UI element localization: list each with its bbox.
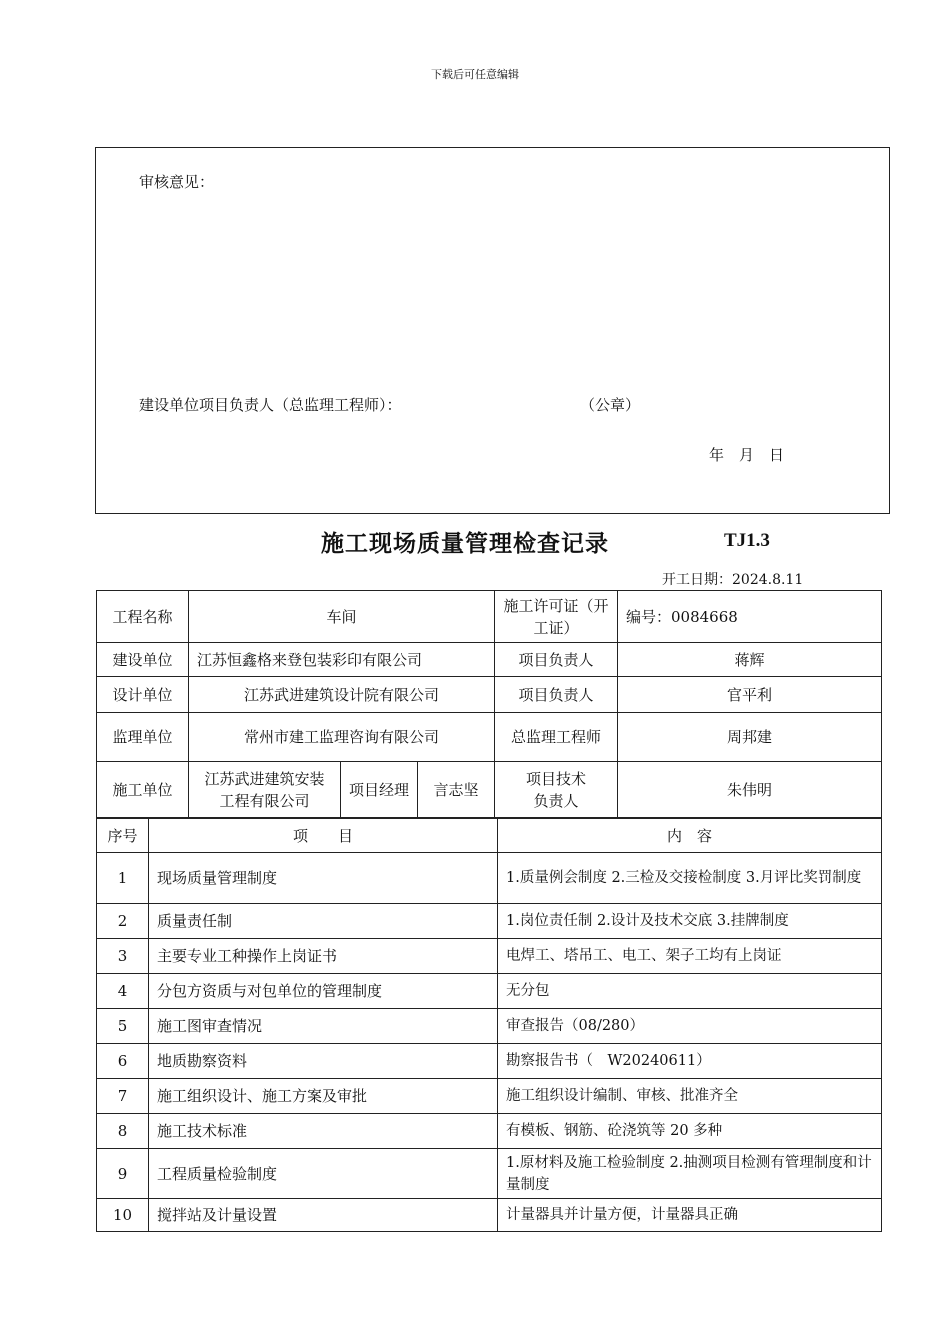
row-no: 1 xyxy=(97,853,149,904)
builder-label: 建设单位 xyxy=(97,643,189,677)
table-row xyxy=(97,1114,882,1149)
row-content: 有模板、钢筋、砼浇筑等 20 多种 xyxy=(498,1114,882,1149)
project-info-table xyxy=(96,590,882,818)
row-content: 审查报告（08/280） xyxy=(498,1009,882,1044)
builder-pm-label: 项目负责人 xyxy=(495,643,618,677)
header-item: 项 目 xyxy=(149,819,498,853)
seal-label: （公章） xyxy=(580,396,641,414)
table-row xyxy=(97,1009,882,1044)
table-row xyxy=(97,974,882,1009)
document-code: TJ1.3 xyxy=(724,530,770,551)
chief-engineer-value: 周邦建 xyxy=(618,713,882,762)
header-note: 下载后可任意编辑 xyxy=(431,68,519,81)
design-pm-value: 官平利 xyxy=(618,677,882,713)
design-label: 设计单位 xyxy=(97,677,189,713)
design-value: 江苏武进建筑设计院有限公司 xyxy=(189,677,495,713)
row-no: 2 xyxy=(97,904,149,939)
start-date: 开工日期：2024.8.11 xyxy=(662,572,804,588)
contractor-label: 施工单位 xyxy=(97,762,189,818)
table-row xyxy=(97,1079,882,1114)
row-content: 计量器具并计量方便，计量器具正确 xyxy=(498,1199,882,1232)
header-content: 内 容 xyxy=(498,819,882,853)
row-item: 施工图审查情况 xyxy=(149,1009,498,1044)
row-no: 10 xyxy=(97,1199,149,1232)
tech-lead-value: 朱伟明 xyxy=(618,762,882,818)
document-title: 施工现场质量管理检查记录 xyxy=(321,531,609,557)
contractor-pm-label: 项目经理 xyxy=(341,762,418,818)
table-row xyxy=(97,1199,882,1232)
signer-label: 建设单位项目负责人（总监理工程师）： xyxy=(139,396,402,414)
permit-label: 施工许可证（开工证） xyxy=(495,591,618,643)
row-content: 1.质量例会制度 2.三检及交接检制度 3.月评比奖罚制度 xyxy=(498,853,882,904)
date-label: 年 月 日 xyxy=(709,446,785,464)
table-row xyxy=(97,1044,882,1079)
contractor-pm-value: 言志坚 xyxy=(418,762,495,818)
row-content: 施工组织设计编制、审核、批准齐全 xyxy=(498,1079,882,1114)
row-item: 现场质量管理制度 xyxy=(149,853,498,904)
design-pm-label: 项目负责人 xyxy=(495,677,618,713)
table-row xyxy=(97,1149,882,1199)
chief-engineer-label: 总监理工程师 xyxy=(495,713,618,762)
permit-value: 编号：0084668 xyxy=(618,591,882,643)
table-row xyxy=(97,939,882,974)
row-content: 勘察报告书（ W20240611） xyxy=(498,1044,882,1079)
tech-lead-label: 项目技术负责人 xyxy=(495,762,618,818)
header-no: 序号 xyxy=(97,819,149,853)
row-no: 5 xyxy=(97,1009,149,1044)
row-item: 主要专业工种操作上岗证书 xyxy=(149,939,498,974)
inspection-items-table xyxy=(96,818,882,1232)
supervision-value: 常州市建工监理咨询有限公司 xyxy=(189,713,495,762)
row-no: 3 xyxy=(97,939,149,974)
row-item: 工程质量检验制度 xyxy=(149,1149,498,1199)
row-no: 8 xyxy=(97,1114,149,1149)
row-no: 7 xyxy=(97,1079,149,1114)
row-no: 6 xyxy=(97,1044,149,1079)
row-item: 施工技术标准 xyxy=(149,1114,498,1149)
row-no: 9 xyxy=(97,1149,149,1199)
row-content: 无分包 xyxy=(498,974,882,1009)
table-row xyxy=(97,904,882,939)
row-content: 1.岗位责任制 2.设计及技术交底 3.挂牌制度 xyxy=(498,904,882,939)
project-name-label: 工程名称 xyxy=(97,591,189,643)
row-item: 搅拌站及计量设置 xyxy=(149,1199,498,1232)
row-item: 地质勘察资料 xyxy=(149,1044,498,1079)
row-item: 质量责任制 xyxy=(149,904,498,939)
review-box xyxy=(95,147,890,514)
row-content: 电焊工、塔吊工、电工、架子工均有上岗证 xyxy=(498,939,882,974)
review-opinion-label: 审核意见： xyxy=(139,173,215,191)
contractor-value: 江苏武进建筑安装工程有限公司 xyxy=(189,762,341,818)
row-no: 4 xyxy=(97,974,149,1009)
builder-value: 江苏恒鑫格来登包装彩印有限公司 xyxy=(189,643,495,677)
builder-pm-value: 蒋辉 xyxy=(618,643,882,677)
table-row xyxy=(97,853,882,904)
row-content: 1.原材料及施工检验制度 2.抽测项目检测有管理制度和计量制度 xyxy=(498,1149,882,1199)
supervision-label: 监理单位 xyxy=(97,713,189,762)
project-name-value: 车间 xyxy=(189,591,495,643)
row-item: 分包方资质与对包单位的管理制度 xyxy=(149,974,498,1009)
row-item: 施工组织设计、施工方案及审批 xyxy=(149,1079,498,1114)
